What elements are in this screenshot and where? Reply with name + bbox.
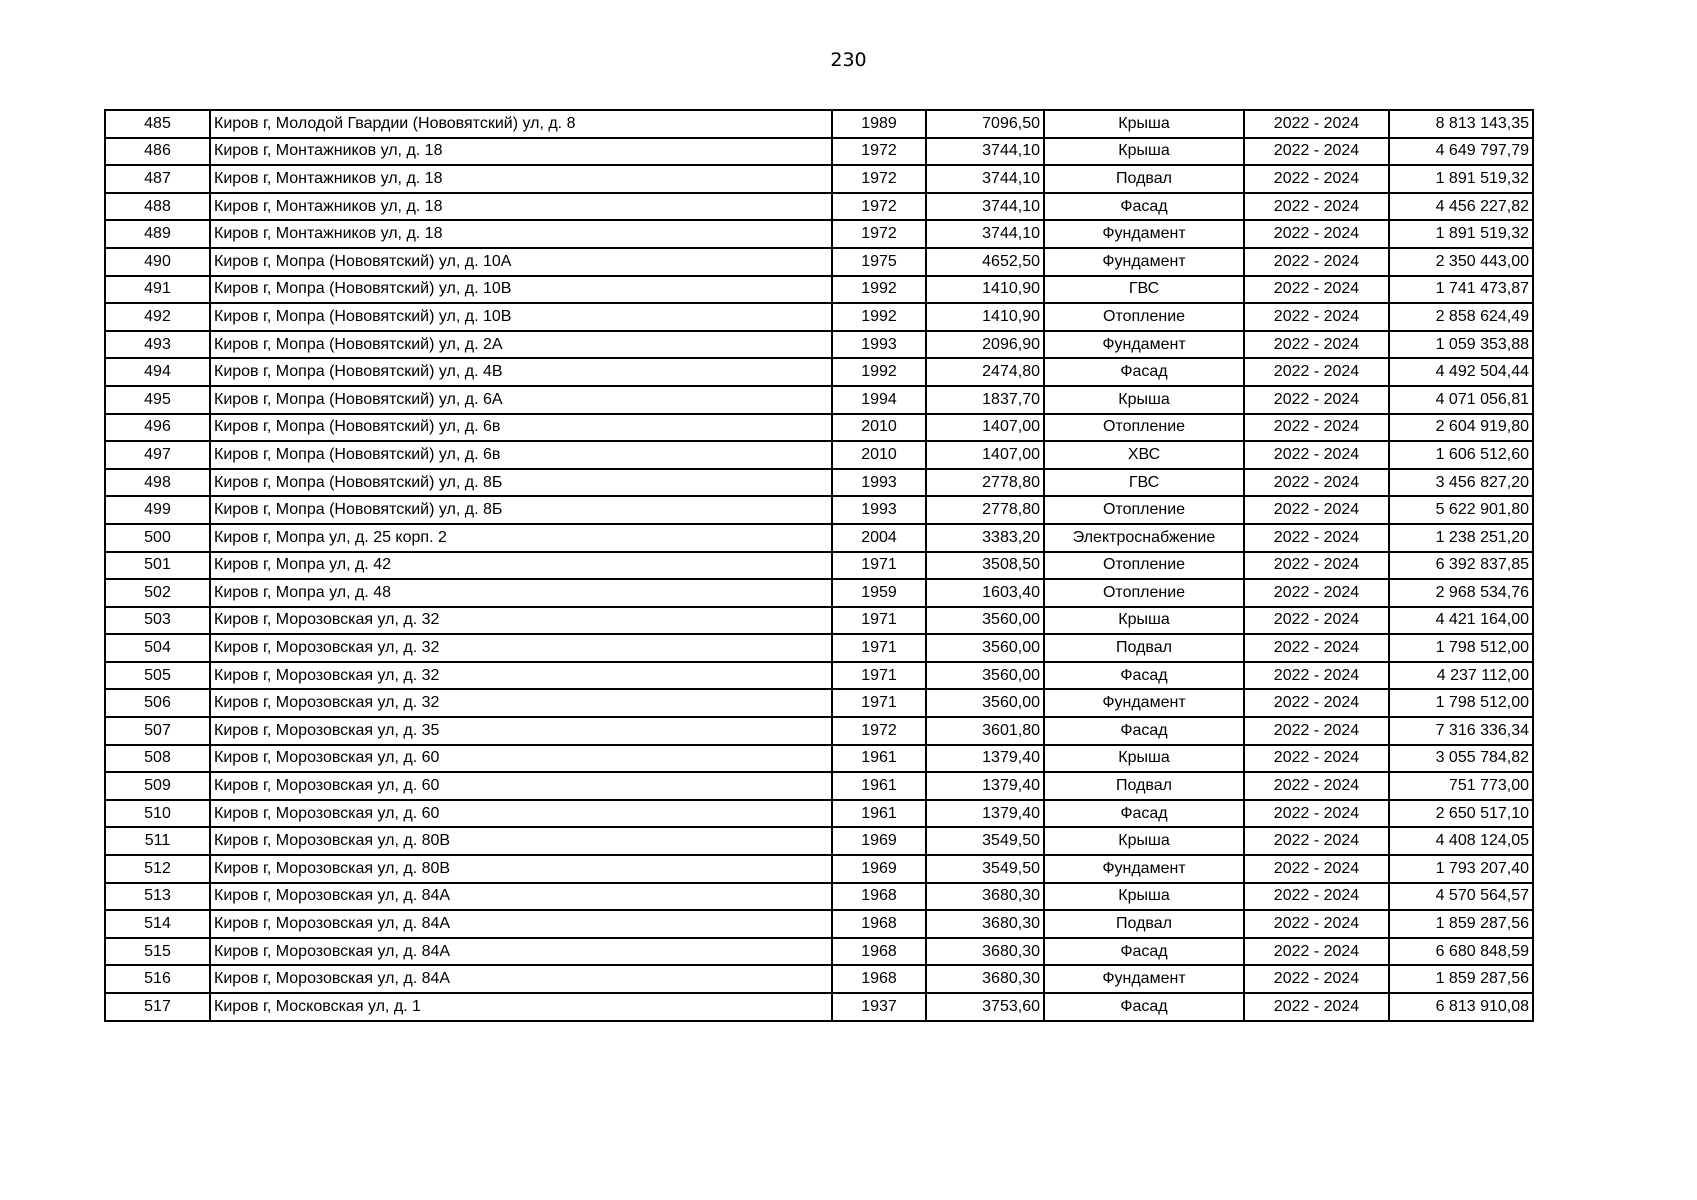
work-type-cell: Фасад: [1044, 800, 1244, 828]
address-cell: Киров г, Московская ул, д. 1: [210, 993, 832, 1021]
period-cell: 2022 - 2024: [1244, 165, 1389, 193]
period-cell: 2022 - 2024: [1244, 193, 1389, 221]
work-type-cell: Крыша: [1044, 745, 1244, 773]
period-cell: 2022 - 2024: [1244, 220, 1389, 248]
area-cell: 1603,40: [926, 579, 1044, 607]
cost-cell: 1 891 519,32: [1389, 220, 1533, 248]
address-cell: Киров г, Морозовская ул, д. 84А: [210, 910, 832, 938]
row-number-cell: 489: [105, 220, 210, 248]
period-cell: 2022 - 2024: [1244, 386, 1389, 414]
address-cell: Киров г, Мопра (Нововятский) ул, д. 2А: [210, 331, 832, 359]
cost-cell: 1 059 353,88: [1389, 331, 1533, 359]
period-cell: 2022 - 2024: [1244, 717, 1389, 745]
cost-cell: 2 968 534,76: [1389, 579, 1533, 607]
period-cell: 2022 - 2024: [1244, 883, 1389, 911]
area-cell: 1407,00: [926, 441, 1044, 469]
address-cell: Киров г, Морозовская ул, д. 60: [210, 745, 832, 773]
work-type-cell: Фасад: [1044, 662, 1244, 690]
area-cell: 3560,00: [926, 662, 1044, 690]
address-cell: Киров г, Мопра (Нововятский) ул, д. 8Б: [210, 496, 832, 524]
address-cell: Киров г, Молодой Гвардии (Нововятский) ул, д. 8: [210, 110, 832, 138]
year-cell: 1993: [832, 331, 926, 359]
period-cell: 2022 - 2024: [1244, 910, 1389, 938]
period-cell: 2022 - 2024: [1244, 772, 1389, 800]
row-number-cell: 488: [105, 193, 210, 221]
table-row: [105, 193, 1533, 221]
period-cell: 2022 - 2024: [1244, 138, 1389, 166]
cost-cell: 4 456 227,82: [1389, 193, 1533, 221]
row-number-cell: 485: [105, 110, 210, 138]
work-type-cell: Фасад: [1044, 717, 1244, 745]
table-row: [105, 827, 1533, 855]
area-cell: 1410,90: [926, 303, 1044, 331]
row-number-cell: 498: [105, 469, 210, 497]
year-cell: 1993: [832, 496, 926, 524]
table-row: [105, 800, 1533, 828]
year-cell: 1937: [832, 993, 926, 1021]
table-row: [105, 579, 1533, 607]
cost-cell: 4 492 504,44: [1389, 358, 1533, 386]
year-cell: 1971: [832, 607, 926, 635]
period-cell: 2022 - 2024: [1244, 331, 1389, 359]
registry-table-body: [105, 110, 1533, 1021]
cost-cell: 4 408 124,05: [1389, 827, 1533, 855]
work-type-cell: Фундамент: [1044, 855, 1244, 883]
area-cell: 7096,50: [926, 110, 1044, 138]
area-cell: 3508,50: [926, 552, 1044, 580]
row-number-cell: 514: [105, 910, 210, 938]
work-type-cell: Отопление: [1044, 303, 1244, 331]
area-cell: 3560,00: [926, 689, 1044, 717]
row-number-cell: 494: [105, 358, 210, 386]
address-cell: Киров г, Мопра ул, д. 48: [210, 579, 832, 607]
address-cell: Киров г, Мопра (Нововятский) ул, д. 4В: [210, 358, 832, 386]
work-type-cell: ГВС: [1044, 469, 1244, 497]
work-type-cell: Отопление: [1044, 414, 1244, 442]
cost-cell: 1 859 287,56: [1389, 965, 1533, 993]
address-cell: Киров г, Морозовская ул, д. 32: [210, 634, 832, 662]
table-row: [105, 110, 1533, 138]
table-row: [105, 855, 1533, 883]
area-cell: 3560,00: [926, 607, 1044, 635]
cost-cell: 6 680 848,59: [1389, 938, 1533, 966]
work-type-cell: Подвал: [1044, 772, 1244, 800]
address-cell: Киров г, Мопра (Нововятский) ул, д. 10В: [210, 303, 832, 331]
year-cell: 1971: [832, 552, 926, 580]
cost-cell: 6 392 837,85: [1389, 552, 1533, 580]
row-number-cell: 495: [105, 386, 210, 414]
table-row: [105, 910, 1533, 938]
table-row: [105, 165, 1533, 193]
registry-table: [104, 109, 1534, 1022]
area-cell: 3680,30: [926, 883, 1044, 911]
work-type-cell: Крыша: [1044, 607, 1244, 635]
row-number-cell: 505: [105, 662, 210, 690]
row-number-cell: 511: [105, 827, 210, 855]
work-type-cell: Фасад: [1044, 938, 1244, 966]
address-cell: Киров г, Монтажников ул, д. 18: [210, 165, 832, 193]
area-cell: 3744,10: [926, 193, 1044, 221]
table-row: [105, 883, 1533, 911]
work-type-cell: Отопление: [1044, 552, 1244, 580]
year-cell: 1972: [832, 138, 926, 166]
period-cell: 2022 - 2024: [1244, 441, 1389, 469]
row-number-cell: 496: [105, 414, 210, 442]
work-type-cell: ХВС: [1044, 441, 1244, 469]
year-cell: 1971: [832, 662, 926, 690]
row-number-cell: 499: [105, 496, 210, 524]
table-row: [105, 938, 1533, 966]
period-cell: 2022 - 2024: [1244, 745, 1389, 773]
work-type-cell: Фундамент: [1044, 248, 1244, 276]
row-number-cell: 504: [105, 634, 210, 662]
work-type-cell: Крыша: [1044, 883, 1244, 911]
period-cell: 2022 - 2024: [1244, 634, 1389, 662]
period-cell: 2022 - 2024: [1244, 552, 1389, 580]
work-type-cell: Фасад: [1044, 193, 1244, 221]
area-cell: 3680,30: [926, 910, 1044, 938]
page-number: 230: [830, 49, 867, 71]
area-cell: 3680,30: [926, 938, 1044, 966]
cost-cell: 2 858 624,49: [1389, 303, 1533, 331]
year-cell: 1959: [832, 579, 926, 607]
year-cell: 1961: [832, 772, 926, 800]
period-cell: 2022 - 2024: [1244, 938, 1389, 966]
address-cell: Киров г, Мопра (Нововятский) ул, д. 10А: [210, 248, 832, 276]
work-type-cell: Крыша: [1044, 827, 1244, 855]
row-number-cell: 487: [105, 165, 210, 193]
table-row: [105, 772, 1533, 800]
cost-cell: 4 570 564,57: [1389, 883, 1533, 911]
area-cell: 1837,70: [926, 386, 1044, 414]
year-cell: 2010: [832, 441, 926, 469]
period-cell: 2022 - 2024: [1244, 303, 1389, 331]
address-cell: Киров г, Монтажников ул, д. 18: [210, 220, 832, 248]
address-cell: Киров г, Мопра (Нововятский) ул, д. 6в: [210, 441, 832, 469]
year-cell: 1971: [832, 689, 926, 717]
period-cell: 2022 - 2024: [1244, 965, 1389, 993]
area-cell: 2778,80: [926, 496, 1044, 524]
address-cell: Киров г, Морозовская ул, д. 35: [210, 717, 832, 745]
cost-cell: 8 813 143,35: [1389, 110, 1533, 138]
address-cell: Киров г, Морозовская ул, д. 80В: [210, 855, 832, 883]
address-cell: Киров г, Мопра (Нововятский) ул, д. 8Б: [210, 469, 832, 497]
year-cell: 1992: [832, 303, 926, 331]
row-number-cell: 497: [105, 441, 210, 469]
table-row: [105, 248, 1533, 276]
table-row: [105, 993, 1533, 1021]
area-cell: 3753,60: [926, 993, 1044, 1021]
address-cell: Киров г, Монтажников ул, д. 18: [210, 138, 832, 166]
row-number-cell: 491: [105, 276, 210, 304]
address-cell: Киров г, Морозовская ул, д. 84А: [210, 883, 832, 911]
year-cell: 1972: [832, 193, 926, 221]
work-type-cell: Фасад: [1044, 358, 1244, 386]
address-cell: Киров г, Морозовская ул, д. 32: [210, 689, 832, 717]
area-cell: 3549,50: [926, 827, 1044, 855]
period-cell: 2022 - 2024: [1244, 993, 1389, 1021]
period-cell: 2022 - 2024: [1244, 689, 1389, 717]
table-row: [105, 138, 1533, 166]
year-cell: 1972: [832, 165, 926, 193]
work-type-cell: Фундамент: [1044, 331, 1244, 359]
year-cell: 1968: [832, 883, 926, 911]
address-cell: Киров г, Мопра ул, д. 42: [210, 552, 832, 580]
year-cell: 2010: [832, 414, 926, 442]
area-cell: 4652,50: [926, 248, 1044, 276]
period-cell: 2022 - 2024: [1244, 469, 1389, 497]
work-type-cell: ГВС: [1044, 276, 1244, 304]
period-cell: 2022 - 2024: [1244, 662, 1389, 690]
work-type-cell: Электроснабжение: [1044, 524, 1244, 552]
period-cell: 2022 - 2024: [1244, 496, 1389, 524]
area-cell: 3560,00: [926, 634, 1044, 662]
row-number-cell: 503: [105, 607, 210, 635]
table-row: [105, 358, 1533, 386]
year-cell: 1969: [832, 855, 926, 883]
address-cell: Киров г, Морозовская ул, д. 32: [210, 607, 832, 635]
area-cell: 2778,80: [926, 469, 1044, 497]
year-cell: 1975: [832, 248, 926, 276]
row-number-cell: 501: [105, 552, 210, 580]
area-cell: 3680,30: [926, 965, 1044, 993]
row-number-cell: 490: [105, 248, 210, 276]
work-type-cell: Фундамент: [1044, 220, 1244, 248]
row-number-cell: 508: [105, 745, 210, 773]
area-cell: 3744,10: [926, 165, 1044, 193]
table-row: [105, 607, 1533, 635]
cost-cell: 1 741 473,87: [1389, 276, 1533, 304]
year-cell: 1993: [832, 469, 926, 497]
table-row: [105, 469, 1533, 497]
row-number-cell: 486: [105, 138, 210, 166]
work-type-cell: Фасад: [1044, 993, 1244, 1021]
year-cell: 1961: [832, 800, 926, 828]
cost-cell: 2 650 517,10: [1389, 800, 1533, 828]
area-cell: 1379,40: [926, 800, 1044, 828]
cost-cell: 1 891 519,32: [1389, 165, 1533, 193]
period-cell: 2022 - 2024: [1244, 607, 1389, 635]
period-cell: 2022 - 2024: [1244, 248, 1389, 276]
table-row: [105, 276, 1533, 304]
work-type-cell: Подвал: [1044, 165, 1244, 193]
cost-cell: 2 604 919,80: [1389, 414, 1533, 442]
work-type-cell: Фундамент: [1044, 689, 1244, 717]
cost-cell: 751 773,00: [1389, 772, 1533, 800]
row-number-cell: 510: [105, 800, 210, 828]
cost-cell: 1 798 512,00: [1389, 634, 1533, 662]
area-cell: 1379,40: [926, 745, 1044, 773]
cost-cell: 3 055 784,82: [1389, 745, 1533, 773]
address-cell: Киров г, Мопра (Нововятский) ул, д. 10В: [210, 276, 832, 304]
row-number-cell: 509: [105, 772, 210, 800]
area-cell: 1410,90: [926, 276, 1044, 304]
period-cell: 2022 - 2024: [1244, 855, 1389, 883]
table-row: [105, 745, 1533, 773]
cost-cell: 1 859 287,56: [1389, 910, 1533, 938]
table-row: [105, 386, 1533, 414]
row-number-cell: 517: [105, 993, 210, 1021]
area-cell: 3383,20: [926, 524, 1044, 552]
period-cell: 2022 - 2024: [1244, 524, 1389, 552]
table-row: [105, 331, 1533, 359]
table-row: [105, 965, 1533, 993]
row-number-cell: 500: [105, 524, 210, 552]
table-row: [105, 662, 1533, 690]
period-cell: 2022 - 2024: [1244, 110, 1389, 138]
area-cell: 1379,40: [926, 772, 1044, 800]
year-cell: 1961: [832, 745, 926, 773]
year-cell: 1972: [832, 717, 926, 745]
area-cell: 3601,80: [926, 717, 1044, 745]
cost-cell: 1 798 512,00: [1389, 689, 1533, 717]
cost-cell: 1 606 512,60: [1389, 441, 1533, 469]
cost-cell: 4 421 164,00: [1389, 607, 1533, 635]
table-row: [105, 303, 1533, 331]
table-row: [105, 441, 1533, 469]
area-cell: 3744,10: [926, 220, 1044, 248]
cost-cell: 2 350 443,00: [1389, 248, 1533, 276]
work-type-cell: Отопление: [1044, 496, 1244, 524]
table-row: [105, 689, 1533, 717]
address-cell: Киров г, Мопра ул, д. 25 корп. 2: [210, 524, 832, 552]
address-cell: Киров г, Мопра (Нововятский) ул, д. 6А: [210, 386, 832, 414]
period-cell: 2022 - 2024: [1244, 800, 1389, 828]
year-cell: 1969: [832, 827, 926, 855]
address-cell: Киров г, Морозовская ул, д. 84А: [210, 965, 832, 993]
table-row: [105, 220, 1533, 248]
year-cell: 1968: [832, 910, 926, 938]
address-cell: Киров г, Морозовская ул, д. 84А: [210, 938, 832, 966]
cost-cell: 1 238 251,20: [1389, 524, 1533, 552]
row-number-cell: 507: [105, 717, 210, 745]
table-row: [105, 524, 1533, 552]
work-type-cell: Крыша: [1044, 138, 1244, 166]
period-cell: 2022 - 2024: [1244, 276, 1389, 304]
year-cell: 1968: [832, 965, 926, 993]
period-cell: 2022 - 2024: [1244, 827, 1389, 855]
cost-cell: 5 622 901,80: [1389, 496, 1533, 524]
address-cell: Киров г, Морозовская ул, д. 32: [210, 662, 832, 690]
table-row: [105, 496, 1533, 524]
area-cell: 1407,00: [926, 414, 1044, 442]
work-type-cell: Подвал: [1044, 634, 1244, 662]
area-cell: 2474,80: [926, 358, 1044, 386]
period-cell: 2022 - 2024: [1244, 414, 1389, 442]
period-cell: 2022 - 2024: [1244, 579, 1389, 607]
row-number-cell: 493: [105, 331, 210, 359]
work-type-cell: Крыша: [1044, 386, 1244, 414]
row-number-cell: 515: [105, 938, 210, 966]
cost-cell: 7 316 336,34: [1389, 717, 1533, 745]
year-cell: 1968: [832, 938, 926, 966]
area-cell: 3744,10: [926, 138, 1044, 166]
cost-cell: 4 649 797,79: [1389, 138, 1533, 166]
address-cell: Киров г, Морозовская ул, д. 60: [210, 800, 832, 828]
area-cell: 2096,90: [926, 331, 1044, 359]
row-number-cell: 506: [105, 689, 210, 717]
row-number-cell: 492: [105, 303, 210, 331]
year-cell: 1992: [832, 358, 926, 386]
work-type-cell: Фундамент: [1044, 965, 1244, 993]
work-type-cell: Крыша: [1044, 110, 1244, 138]
year-cell: 2004: [832, 524, 926, 552]
row-number-cell: 512: [105, 855, 210, 883]
year-cell: 1972: [832, 220, 926, 248]
address-cell: Киров г, Монтажников ул, д. 18: [210, 193, 832, 221]
cost-cell: 3 456 827,20: [1389, 469, 1533, 497]
table-row: [105, 552, 1533, 580]
year-cell: 1971: [832, 634, 926, 662]
work-type-cell: Отопление: [1044, 579, 1244, 607]
year-cell: 1989: [832, 110, 926, 138]
table-row: [105, 414, 1533, 442]
address-cell: Киров г, Мопра (Нововятский) ул, д. 6в: [210, 414, 832, 442]
area-cell: 3549,50: [926, 855, 1044, 883]
table-row: [105, 634, 1533, 662]
work-type-cell: Подвал: [1044, 910, 1244, 938]
row-number-cell: 516: [105, 965, 210, 993]
row-number-cell: 513: [105, 883, 210, 911]
table-row: [105, 717, 1533, 745]
address-cell: Киров г, Морозовская ул, д. 80В: [210, 827, 832, 855]
cost-cell: 6 813 910,08: [1389, 993, 1533, 1021]
row-number-cell: 502: [105, 579, 210, 607]
address-cell: Киров г, Морозовская ул, д. 60: [210, 772, 832, 800]
cost-cell: 4 071 056,81: [1389, 386, 1533, 414]
cost-cell: 1 793 207,40: [1389, 855, 1533, 883]
year-cell: 1992: [832, 276, 926, 304]
cost-cell: 4 237 112,00: [1389, 662, 1533, 690]
period-cell: 2022 - 2024: [1244, 358, 1389, 386]
year-cell: 1994: [832, 386, 926, 414]
